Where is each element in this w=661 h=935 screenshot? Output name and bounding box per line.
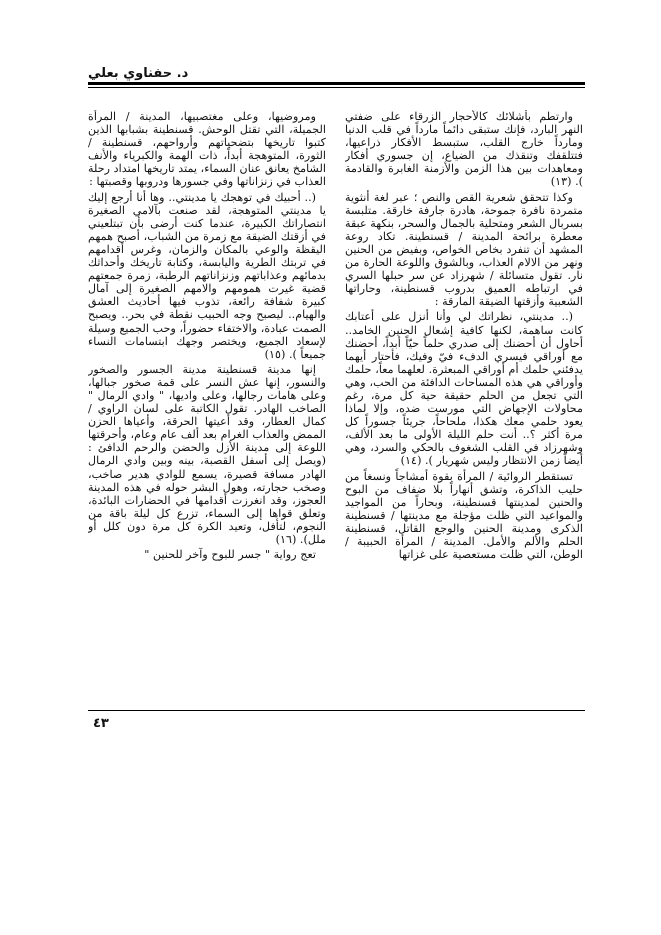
paragraph: وارتطم بأشلائك كالأحجار الزرقاء على ضفتي النهر البارد، فإنك ستبقى دائماً مارداً في قلب الدنيا ومارداً خارج القلب، ستبسط الأفكار ذراعيها، فتتلقفك وتنقذك من الضياع، إن جسوري أفكار ومعاهدات بين هذا الزمن والأزمنة الغابرة والقادمة ). (١٣) [345, 110, 583, 189]
paragraph: تعج رواية " جسر للبوح وآخر للحنين " [144, 548, 316, 562]
paragraph: إنها مدينة قسنطينة مدينة الجسور والصخور والنسور، إنها عش النسر على قمة صخور جبالها، وعلى هامات رجالها، وعلى واديها، " وادي الرمال " الصاخب الهادر. تقول الكاتبة على لسان الراوي / كمال العطار، وقد أعيتها الحرقة، وأعياها الحزن الممض والعذاب الغرام بعد ألف عام وعام، وأحرقتها اللوعة إلى مدينة الأزل والحضن والرحم الدافئ : (ويصل إلى أسفل القصبة، بينه وبين وادي الرمال الهادر مسافة قصيرة، يسمع للوادي هدير صاخب، وصخب حجارته، وهول البشر حوله في هذه المدينة العجوز، وقد انغرزت أقدامها في الحضارات البائدة، وتعلق قواها إلى السماء، تزرع كل ليلة باقة من النجوم، لتأفل، وتعيد الكرة كل مرة دون كلل أو ملل). (١٦) [88, 362, 326, 546]
paragraph: وكذا تتحقق شعرية القص والنص ؛ عبر لغة أنثوية متمردة نافرة جموحة، هادرة جارفة خارقة. متلبسة بسربال الشعر ومتحلية بالجمال والسحر، بنكهة عبقة معطرة برائحة المدينة / قسنطينة. تكاد روعة المشهد أن تنفرد بخاص الخواص، وبفيض من الحنين ونهر من الالام العذاب، وبالشوق واللوعة الحارة من نار. تقول متسائلة / شهرزاد عن سر حبلها السري في ارتباطه العميق بدروب قسنطينة، وحاراتها الشعبية وأزقتها الضيقة المارقة : [345, 190, 583, 309]
quote-paragraph: (.. أحبيك في توهجك يا مدينتي.. وها أنا أرجع إليك يا مدينتي المتوهجة، لقد صنعت بآلامي الصغيرة انتصاراتك الكبيرة، عندما كنت أرضى بأن تبتلعيني في أزقتك الضيقة مع زمرة من الشباب، أصبح همهم اليقظة والوعي بالمكان والزمان، وغرس أقدامهم في تربتك الطرية واليابسة، وكتابة تاريخك وأحداثك بدمائهم وعذاباتهم وزنزاناتهم الرطبة، زمرة جمعتهم قضية غيرت همومهم والامهم الصغيرة إلى آمال كبيرة شفافة رائعة، تذوب فيها أحاديث العشق والهيام.. ليصبح وجه الحبيب نقطة في بحر.. ويصبح الصمت عبادة، والاختفاء حضوراً، وحب الجميع وسيلة لإسعاد الجميع، ويختصر وجهك ابتسامات النساء جميعاً ). (١٥) [88, 190, 326, 361]
header-author: د. حفناوي بعلي [88, 66, 189, 81]
quote-paragraph: (.. مدينتي، نظراتك لي وأنا أنزل على أعتابك كانت ساهمة، لكنها كافية إشعال الحنين الخامد.. أحاول أن أحضنك إلى صدري حلماً حيّاً أبداً، أحضنك مع أوراقي فيسري الدفء فيّ وفيك، فأحتار أيهما يدفئني حلمك أم أوراقي المبعثرة. لعلهما معاً، حلمك وأوراقي هي هذه المساحات الدافئة من الحب، وهي التي تجعل من الحلم حقيقة حية كل مرة، رغم محاولات الإجهاض التي مورست ضده، وإلا لماذا يعود حلمي معك هكذا، ملحاحاً، جريئاً جسوراً كل مرة أكثر ؟.. أنت حلم الليلة الأولى ما بعد الألف، وشهرزاد في القلب الشغوف بالحكي والسرد، وهي أيضاً زمن الانتظار وليس شهريار ). (١٤) [345, 310, 583, 468]
paragraph: تستقطر الروائية / المرأة بقوة أمشاجاً ونسغاً من حليب الذاكرة، وتشق أنهاراً بلا ضفاف من البوح والحنين لمدينتها قسنطينة، وبحاراً من المواجيد والمواعيد التي ظلت مؤجلة مع مدينتها / قسنطينة الذكرى ومدينة الحنين والوجع القاتل، قسنطينة الحلم والألم والأمل. المدينة / المرأة الحبيبة / الوطن، التي ظلت مستعصية على غزاتها [345, 469, 583, 562]
header-rule-thin [88, 87, 585, 88]
footer-rule [88, 710, 585, 711]
page-number: ٤٣ [93, 716, 109, 731]
paragraph: ومروضيها، وعلى مغتصبيها، المدينة / المرأة الجميلة، التي تقتل الوحش. قسنطينة بشبابها الذين كتبوا تاريخها بتضحياتهم وأرواحهم، قسنطينة / الثورة، المتوهجة أبداً، ذات الهمة والكبرياء والأنف الشامخ يعانق عنان السماء، يمتد تاريخها امتداد رحلة العذاب في زنزاناتها وفي جسورها ودروبها وقصبتها : [88, 110, 326, 189]
right-column [345, 110, 583, 692]
header-rule-thick [88, 82, 585, 85]
left-column [88, 110, 326, 700]
